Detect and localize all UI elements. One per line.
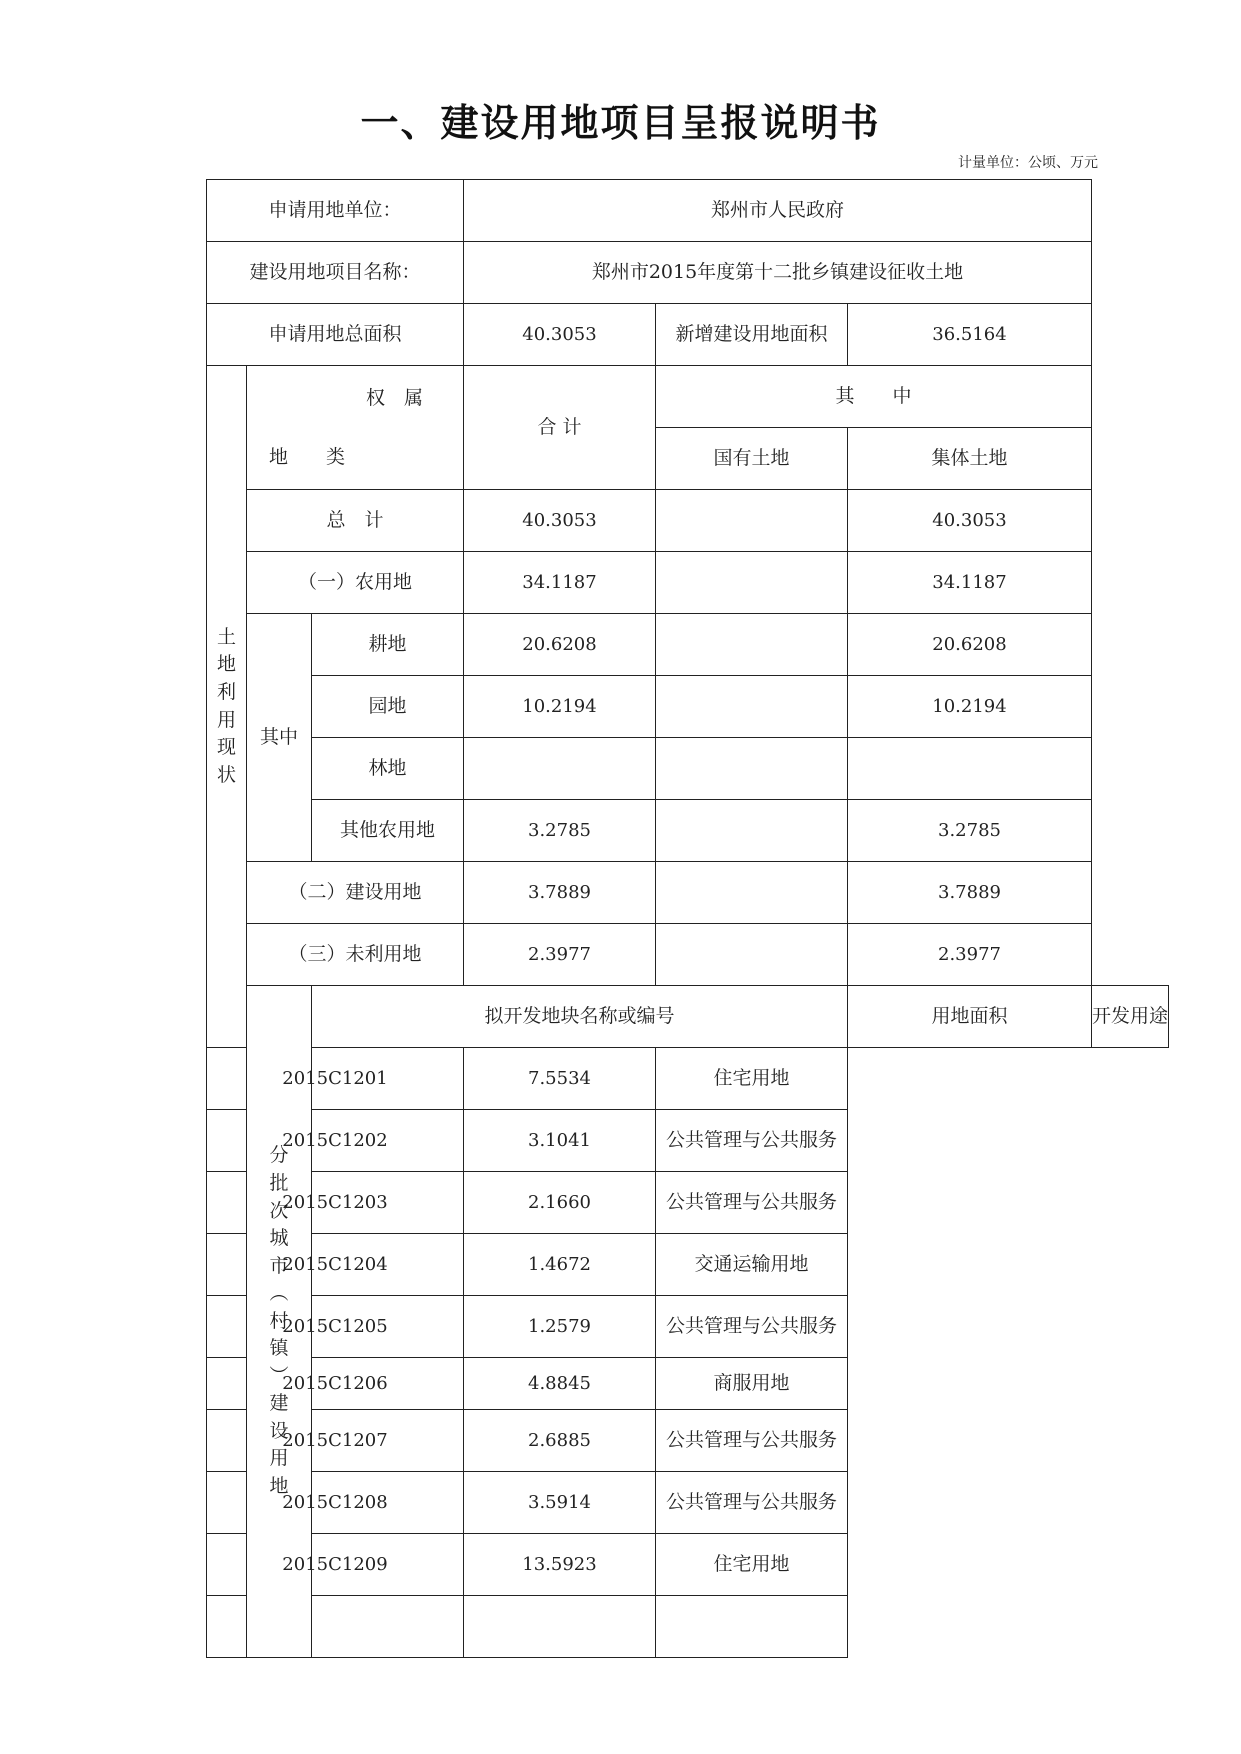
parcel-use: 公共管理与公共服务 — [656, 1296, 848, 1358]
agri-sub-name: 林地 — [312, 738, 464, 800]
total-area-label: 申请用地总面积 — [207, 304, 464, 366]
parcel-row — [207, 1110, 1169, 1172]
parcel-use: 公共管理与公共服务 — [656, 1472, 848, 1534]
agri-sub-total: 10.2194 — [464, 676, 656, 738]
unit-label: 计量单位：公顷、万元 — [958, 155, 1098, 171]
land-use-side-label: 土 地 利 用 现 状 — [207, 366, 247, 1048]
parcel-name-header: 拟开发地块名称或编号 — [312, 986, 848, 1048]
project-name-value: 郑州市2015年度第十二批乡镇建设征收土地 — [464, 242, 1092, 304]
parcel-area: 4.8845 — [464, 1358, 656, 1410]
agri-collective: 34.1187 — [848, 552, 1092, 614]
parcel-row — [207, 1410, 1169, 1472]
total-row-label: 总 计 — [247, 490, 464, 552]
agri-state — [656, 552, 848, 614]
land-application-table — [206, 179, 1169, 1658]
agri-sub-state — [656, 676, 848, 738]
parcel-use: 公共管理与公共服务 — [656, 1110, 848, 1172]
total-area-row — [207, 304, 1169, 366]
parcel-row — [207, 1358, 1169, 1410]
state-land-header: 国有土地 — [656, 428, 848, 490]
construction-label: （二）建设用地 — [247, 862, 464, 924]
parcel-use: 住宅用地 — [656, 1534, 848, 1596]
parcel-use: 住宅用地 — [656, 1048, 848, 1110]
new-area-value: 36.5164 — [848, 304, 1092, 366]
agri-label: （一）农用地 — [247, 552, 464, 614]
agri-sub-collective — [848, 738, 1092, 800]
agri-sub-label: 其中 — [247, 614, 312, 862]
total-header: 合 计 — [464, 366, 656, 490]
collective-land-header: 集体土地 — [848, 428, 1092, 490]
parcel-row — [207, 1048, 1169, 1110]
land-use-header-row-1 — [207, 366, 1169, 428]
agri-sub-row — [207, 614, 1169, 676]
parcel-area: 13.5923 — [464, 1534, 656, 1596]
landtype-header: 地 类 — [269, 445, 346, 468]
parcel-name — [207, 1596, 464, 1658]
parcel-area: 1.4672 — [464, 1234, 656, 1296]
parcel-name: 2015C1208 — [207, 1472, 464, 1534]
applicant-row — [207, 180, 1169, 242]
parcel-row — [207, 1296, 1169, 1358]
agri-sub-row — [207, 800, 1169, 862]
unused-total: 2.3977 — [464, 924, 656, 986]
parcel-area: 3.5914 — [464, 1472, 656, 1534]
parcel-area: 2.1660 — [464, 1172, 656, 1234]
parcel-use: 公共管理与公共服务 — [656, 1410, 848, 1472]
parcel-area: 1.2579 — [464, 1296, 656, 1358]
parcel-name: 2015C1207 — [207, 1410, 464, 1472]
parcels-side-label: 分 批 次 城 市 ︵ 村 镇 ︶ 建 设 用 地 — [247, 986, 312, 1658]
agri-sub-collective: 20.6208 — [848, 614, 1092, 676]
page-title: 一、建设用地项目呈报说明书 — [360, 101, 881, 145]
agri-total: 34.1187 — [464, 552, 656, 614]
parcel-area: 7.5534 — [464, 1048, 656, 1110]
parcel-use — [656, 1596, 848, 1658]
new-area-label: 新增建设用地面积 — [656, 304, 848, 366]
agri-sub-row — [207, 738, 1169, 800]
construction-row — [207, 862, 1169, 924]
parcel-use-header: 开发用途 — [1092, 986, 1169, 1048]
parcel-name: 2015C1203 — [207, 1172, 464, 1234]
total-row-collective: 40.3053 — [848, 490, 1092, 552]
unused-state — [656, 924, 848, 986]
parcel-area — [464, 1596, 656, 1658]
construction-collective: 3.7889 — [848, 862, 1092, 924]
unused-collective: 2.3977 — [848, 924, 1092, 986]
unused-row — [207, 924, 1169, 986]
project-name-row — [207, 242, 1169, 304]
total-row-state — [656, 490, 848, 552]
parcel-use: 商服用地 — [656, 1358, 848, 1410]
parcel-name: 2015C1206 — [207, 1358, 464, 1410]
construction-total: 3.7889 — [464, 862, 656, 924]
agri-sub-state — [656, 800, 848, 862]
parcel-name: 2015C1204 — [207, 1234, 464, 1296]
agri-sub-state — [656, 614, 848, 676]
applicant-label: 申请用地单位： — [207, 180, 464, 242]
agri-sub-collective: 10.2194 — [848, 676, 1092, 738]
agri-sub-name: 园地 — [312, 676, 464, 738]
agri-sub-total: 20.6208 — [464, 614, 656, 676]
parcel-area: 2.6885 — [464, 1410, 656, 1472]
agri-sub-name: 其他农用地 — [312, 800, 464, 862]
agri-sub-total — [464, 738, 656, 800]
agri-sub-name: 耕地 — [312, 614, 464, 676]
ownership-landtype-header — [247, 366, 464, 490]
ownership-header: 权 属 — [365, 386, 423, 409]
total-area-value: 40.3053 — [464, 304, 656, 366]
total-row — [207, 490, 1169, 552]
construction-state — [656, 862, 848, 924]
project-name-label: 建设用地项目名称： — [207, 242, 464, 304]
parcel-use: 交通运输用地 — [656, 1234, 848, 1296]
parcel-name: 2015C1201 — [207, 1048, 464, 1110]
applicant-value: 郑州市人民政府 — [464, 180, 1092, 242]
parcel-use: 公共管理与公共服务 — [656, 1172, 848, 1234]
parcel-row — [207, 1234, 1169, 1296]
parcel-row — [207, 1596, 1169, 1658]
unused-label: （三）未利用地 — [247, 924, 464, 986]
parcel-name: 2015C1205 — [207, 1296, 464, 1358]
total-row-total: 40.3053 — [464, 490, 656, 552]
parcel-name: 2015C1202 — [207, 1110, 464, 1172]
agri-sub-state — [656, 738, 848, 800]
parcel-row — [207, 1534, 1169, 1596]
parcels-header-row — [207, 986, 1169, 1048]
agri-sub-row — [207, 676, 1169, 738]
of-which-header: 其 中 — [656, 366, 1092, 428]
parcel-area-header: 用地面积 — [848, 986, 1092, 1048]
agri-row — [207, 552, 1169, 614]
parcel-row — [207, 1172, 1169, 1234]
parcel-row — [207, 1472, 1169, 1534]
agri-sub-total: 3.2785 — [464, 800, 656, 862]
parcel-name: 2015C1209 — [207, 1534, 464, 1596]
agri-sub-collective: 3.2785 — [848, 800, 1092, 862]
parcel-area: 3.1041 — [464, 1110, 656, 1172]
